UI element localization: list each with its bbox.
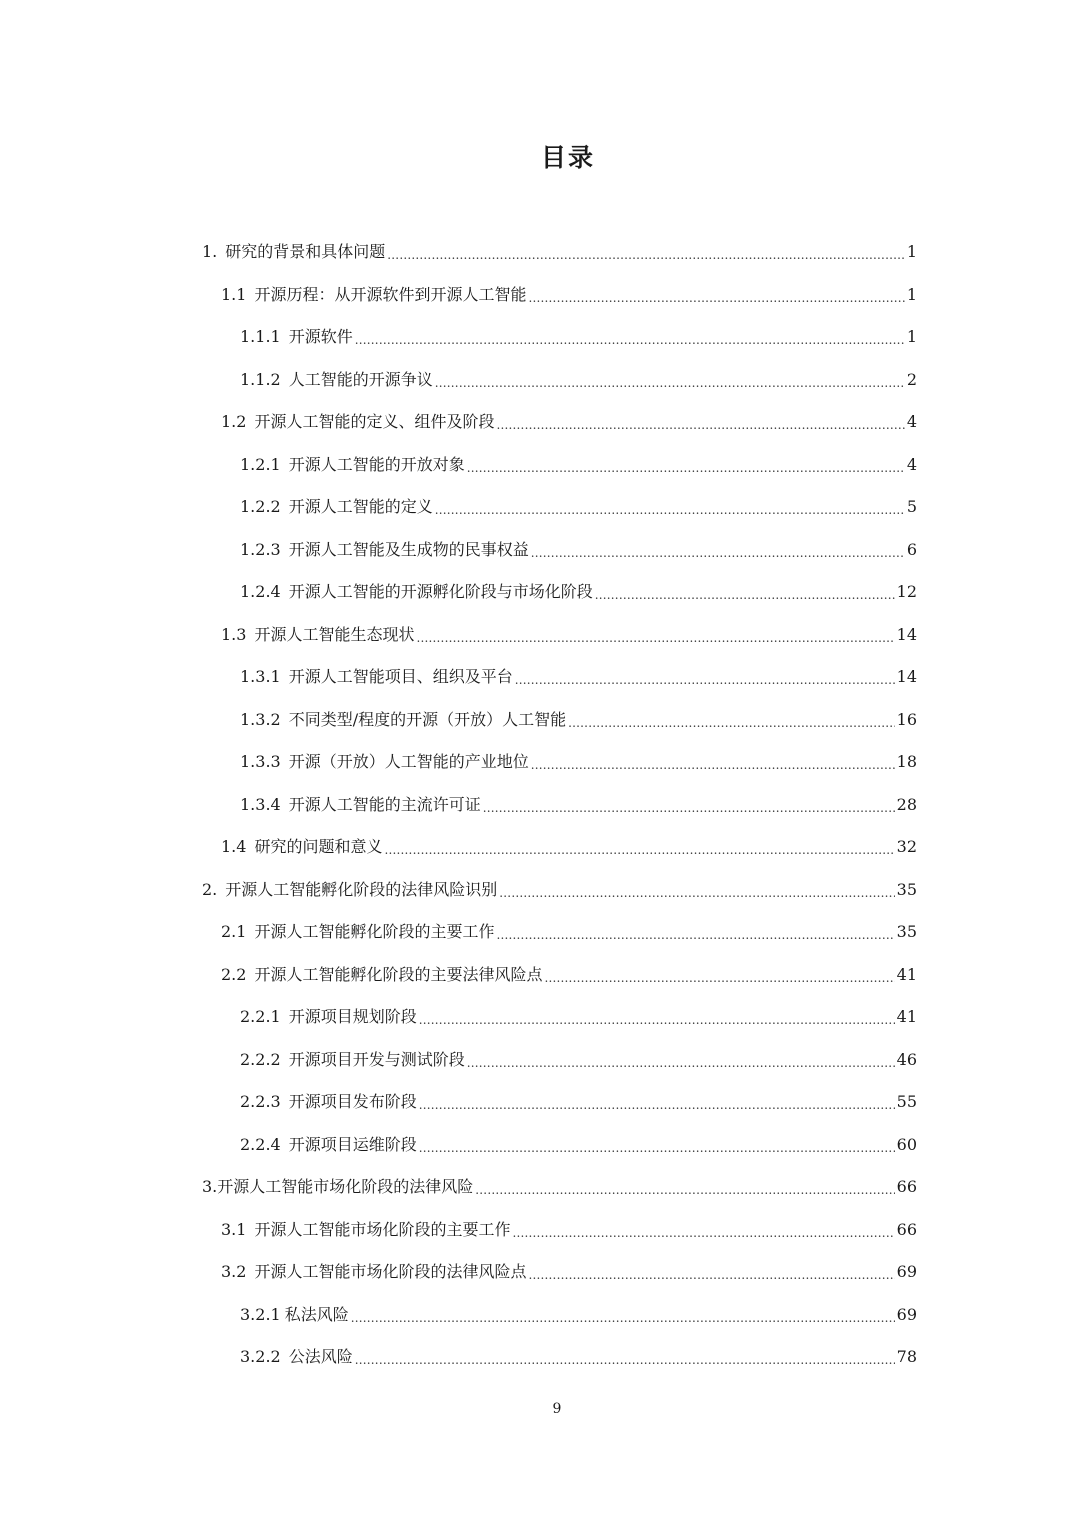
toc-entry-number: 1.1.1 [240, 327, 281, 346]
dot-leader [512, 1210, 894, 1250]
toc-entry-number: 1.2.2 [240, 497, 281, 516]
toc-entry-title: 开源人工智能的开放对象 [288, 454, 465, 474]
toc-entry-number: 2.2.2 [240, 1049, 281, 1069]
toc-entry-number: 1.4 [221, 837, 247, 856]
dot-leader [419, 1125, 895, 1165]
toc-entry-number: 1.2 [221, 412, 247, 431]
dot-leader [483, 785, 895, 825]
toc-entry-number: 1.3.1 [240, 667, 281, 686]
toc-entry-title: 开源人工智能的开源孵化阶段与市场化阶段 [288, 582, 593, 601]
toc-entry[interactable] [240, 572, 917, 612]
toc-entry-title: 开源人工智能孵化阶段的主要工作 [254, 922, 495, 941]
toc-entry-page: 16 [896, 709, 917, 729]
toc-entry-number: 1.3.3 [240, 752, 281, 771]
dot-leader [384, 827, 894, 867]
toc-entry[interactable] [202, 1167, 917, 1207]
dot-leader [387, 232, 905, 272]
toc-entry[interactable] [240, 445, 917, 485]
toc-entry-page: 14 [896, 667, 917, 686]
toc-entry-number: 3. [202, 1177, 218, 1196]
toc-entry-number: 1.1.2 [240, 369, 281, 389]
dot-leader [355, 317, 905, 357]
dot-leader [355, 1337, 895, 1377]
toc-entry-title: 公法风险 [288, 1347, 353, 1366]
toc-entry-title: 人工智能的开源争议 [288, 369, 433, 389]
dot-leader [419, 997, 895, 1037]
toc-entry-page: 6 [906, 539, 917, 559]
dot-leader [419, 1082, 895, 1122]
toc-entry-number: 3.2.1 [240, 1304, 281, 1324]
dot-leader [515, 657, 895, 697]
toc-entry-title: 开源人工智能孵化阶段的主要法律风险点 [254, 964, 543, 984]
toc-entry-title: 开源人工智能生态现状 [254, 624, 415, 644]
toc-entry[interactable] [221, 402, 917, 442]
toc-entry-title: 开源历程：从开源软件到开源人工智能 [254, 284, 527, 304]
toc-entry-page: 35 [896, 922, 917, 941]
toc-entry-title: 开源人工智能的定义 [288, 497, 433, 516]
toc-entry[interactable] [221, 912, 917, 952]
toc-entry-number: 1.3.2 [240, 709, 281, 729]
toc-entry-page: 55 [896, 1092, 917, 1111]
toc-entry-title: 开源人工智能市场化阶段的主要工作 [254, 1219, 511, 1239]
dot-leader [496, 402, 904, 442]
toc-entry-title: 开源人工智能孵化阶段的法律风险识别 [225, 879, 498, 899]
toc-entry-page: 78 [896, 1347, 917, 1366]
toc-entry-number: 2.1 [221, 922, 247, 941]
dot-leader [435, 487, 905, 527]
toc-entry-number: 1.3 [221, 624, 247, 644]
toc-entry[interactable] [240, 1082, 917, 1122]
dot-leader [496, 912, 894, 952]
toc-entry[interactable] [240, 360, 917, 400]
toc-entry-page: 1 [906, 242, 917, 261]
dot-leader [528, 275, 904, 315]
toc-entry[interactable] [240, 1125, 917, 1165]
toc-entry[interactable] [221, 827, 917, 867]
toc-entry[interactable] [240, 1040, 917, 1080]
dot-leader [475, 1167, 894, 1207]
toc-entry-number: 3.2 [221, 1262, 247, 1281]
toc-entry[interactable] [240, 487, 917, 527]
toc-entry-number: 1. [202, 242, 218, 261]
page-title: 目录 [540, 143, 595, 172]
toc-entry-number: 2.2.4 [240, 1134, 281, 1154]
toc-entry-number: 2.2 [221, 964, 247, 984]
toc-entry-title: 私法风险 [284, 1304, 349, 1324]
toc-entry[interactable] [240, 530, 917, 570]
toc-entry[interactable] [202, 870, 917, 910]
toc-entry-page: 14 [896, 624, 917, 644]
toc-entry-number: 1.3.4 [240, 794, 281, 814]
toc-entry-title: 开源人工智能的定义、组件及阶段 [254, 412, 495, 431]
toc-entry-title: 开源项目开发与测试阶段 [288, 1049, 465, 1069]
toc-entry-title: 开源（开放）人工智能的产业地位 [288, 752, 529, 771]
toc-entry[interactable] [240, 700, 917, 740]
toc-entry[interactable] [221, 275, 917, 315]
toc-entry-number: 1.2.4 [240, 582, 281, 601]
toc-entry-title: 开源项目发布阶段 [288, 1092, 417, 1111]
toc-entry-page: 46 [896, 1049, 917, 1069]
toc-entry-page: 41 [896, 964, 917, 984]
toc-entry-number: 1.2.3 [240, 539, 281, 559]
toc-entry[interactable] [221, 1252, 917, 1292]
toc-entry[interactable] [240, 997, 917, 1037]
dot-leader [467, 1040, 895, 1080]
dot-leader [531, 530, 905, 570]
toc-entry[interactable] [240, 317, 917, 357]
toc-entry[interactable] [240, 785, 917, 825]
toc-entry-page: 69 [896, 1262, 917, 1281]
toc-entry-title: 开源人工智能项目、组织及平台 [288, 667, 513, 686]
toc-entry[interactable] [240, 1295, 917, 1335]
toc-entry-page: 28 [896, 794, 917, 814]
toc-entry[interactable] [202, 232, 917, 272]
toc-entry-number: 3.1 [221, 1219, 247, 1239]
toc-entry[interactable] [221, 1210, 917, 1250]
toc-entry-title: 不同类型/程度的开源（开放）人工智能 [288, 709, 567, 729]
dot-leader [499, 870, 894, 910]
dot-leader [416, 615, 894, 655]
toc-entry-page: 1 [906, 284, 917, 304]
toc-entry-number: 1.2.1 [240, 454, 281, 474]
toc-entry[interactable] [221, 955, 917, 995]
toc-entry-page: 1 [906, 327, 917, 346]
toc-entry-page: 66 [896, 1219, 917, 1239]
toc-entry-page: 60 [896, 1134, 917, 1154]
toc-entry-title: 开源软件 [288, 327, 353, 346]
dot-leader [467, 445, 905, 485]
toc-entry-number: 2.2.3 [240, 1092, 281, 1111]
toc-entry-title: 开源人工智能及生成物的民事权益 [288, 539, 529, 559]
toc-entry-page: 32 [896, 837, 917, 856]
toc-entry-page: 66 [896, 1177, 917, 1196]
toc-entry-title: 开源项目运维阶段 [288, 1134, 417, 1154]
dot-leader [528, 1252, 894, 1292]
toc-entry-number: 2.2.1 [240, 1007, 281, 1026]
toc-entry-page: 2 [906, 369, 917, 389]
toc-entry-title: 开源项目规划阶段 [288, 1007, 417, 1026]
toc-entry-page: 18 [896, 752, 917, 771]
page-number: 9 [552, 1401, 562, 1417]
toc-entry-number: 2. [202, 879, 218, 899]
toc-entry-title: 开源人工智能市场化阶段的法律风险 [217, 1177, 474, 1196]
toc-entry-number: 1.1 [221, 284, 247, 304]
toc-entry-page: 4 [906, 454, 917, 474]
dot-leader [568, 700, 895, 740]
dot-leader [531, 742, 895, 782]
toc-entry-title: 开源人工智能市场化阶段的法律风险点 [254, 1262, 527, 1281]
dot-leader [435, 360, 905, 400]
toc-entry[interactable] [240, 657, 917, 697]
toc-entry[interactable] [240, 1337, 917, 1377]
toc-entry-page: 12 [896, 582, 917, 601]
toc-entry-page: 69 [896, 1304, 917, 1324]
toc-entry[interactable] [240, 742, 917, 782]
dot-leader [544, 955, 894, 995]
dot-leader [351, 1295, 895, 1335]
toc-entry-page: 35 [896, 879, 917, 899]
toc-entry-number: 3.2.2 [240, 1347, 281, 1366]
toc-entry-title: 开源人工智能的主流许可证 [288, 794, 481, 814]
toc-entry-page: 4 [906, 412, 917, 431]
dot-leader [595, 572, 895, 612]
toc-entry[interactable] [221, 615, 917, 655]
toc-entry-page: 41 [896, 1007, 917, 1026]
toc-entry-title: 研究的背景和具体问题 [225, 242, 386, 261]
toc-entry-title: 研究的问题和意义 [254, 837, 383, 856]
toc-entry-page: 5 [906, 497, 917, 516]
